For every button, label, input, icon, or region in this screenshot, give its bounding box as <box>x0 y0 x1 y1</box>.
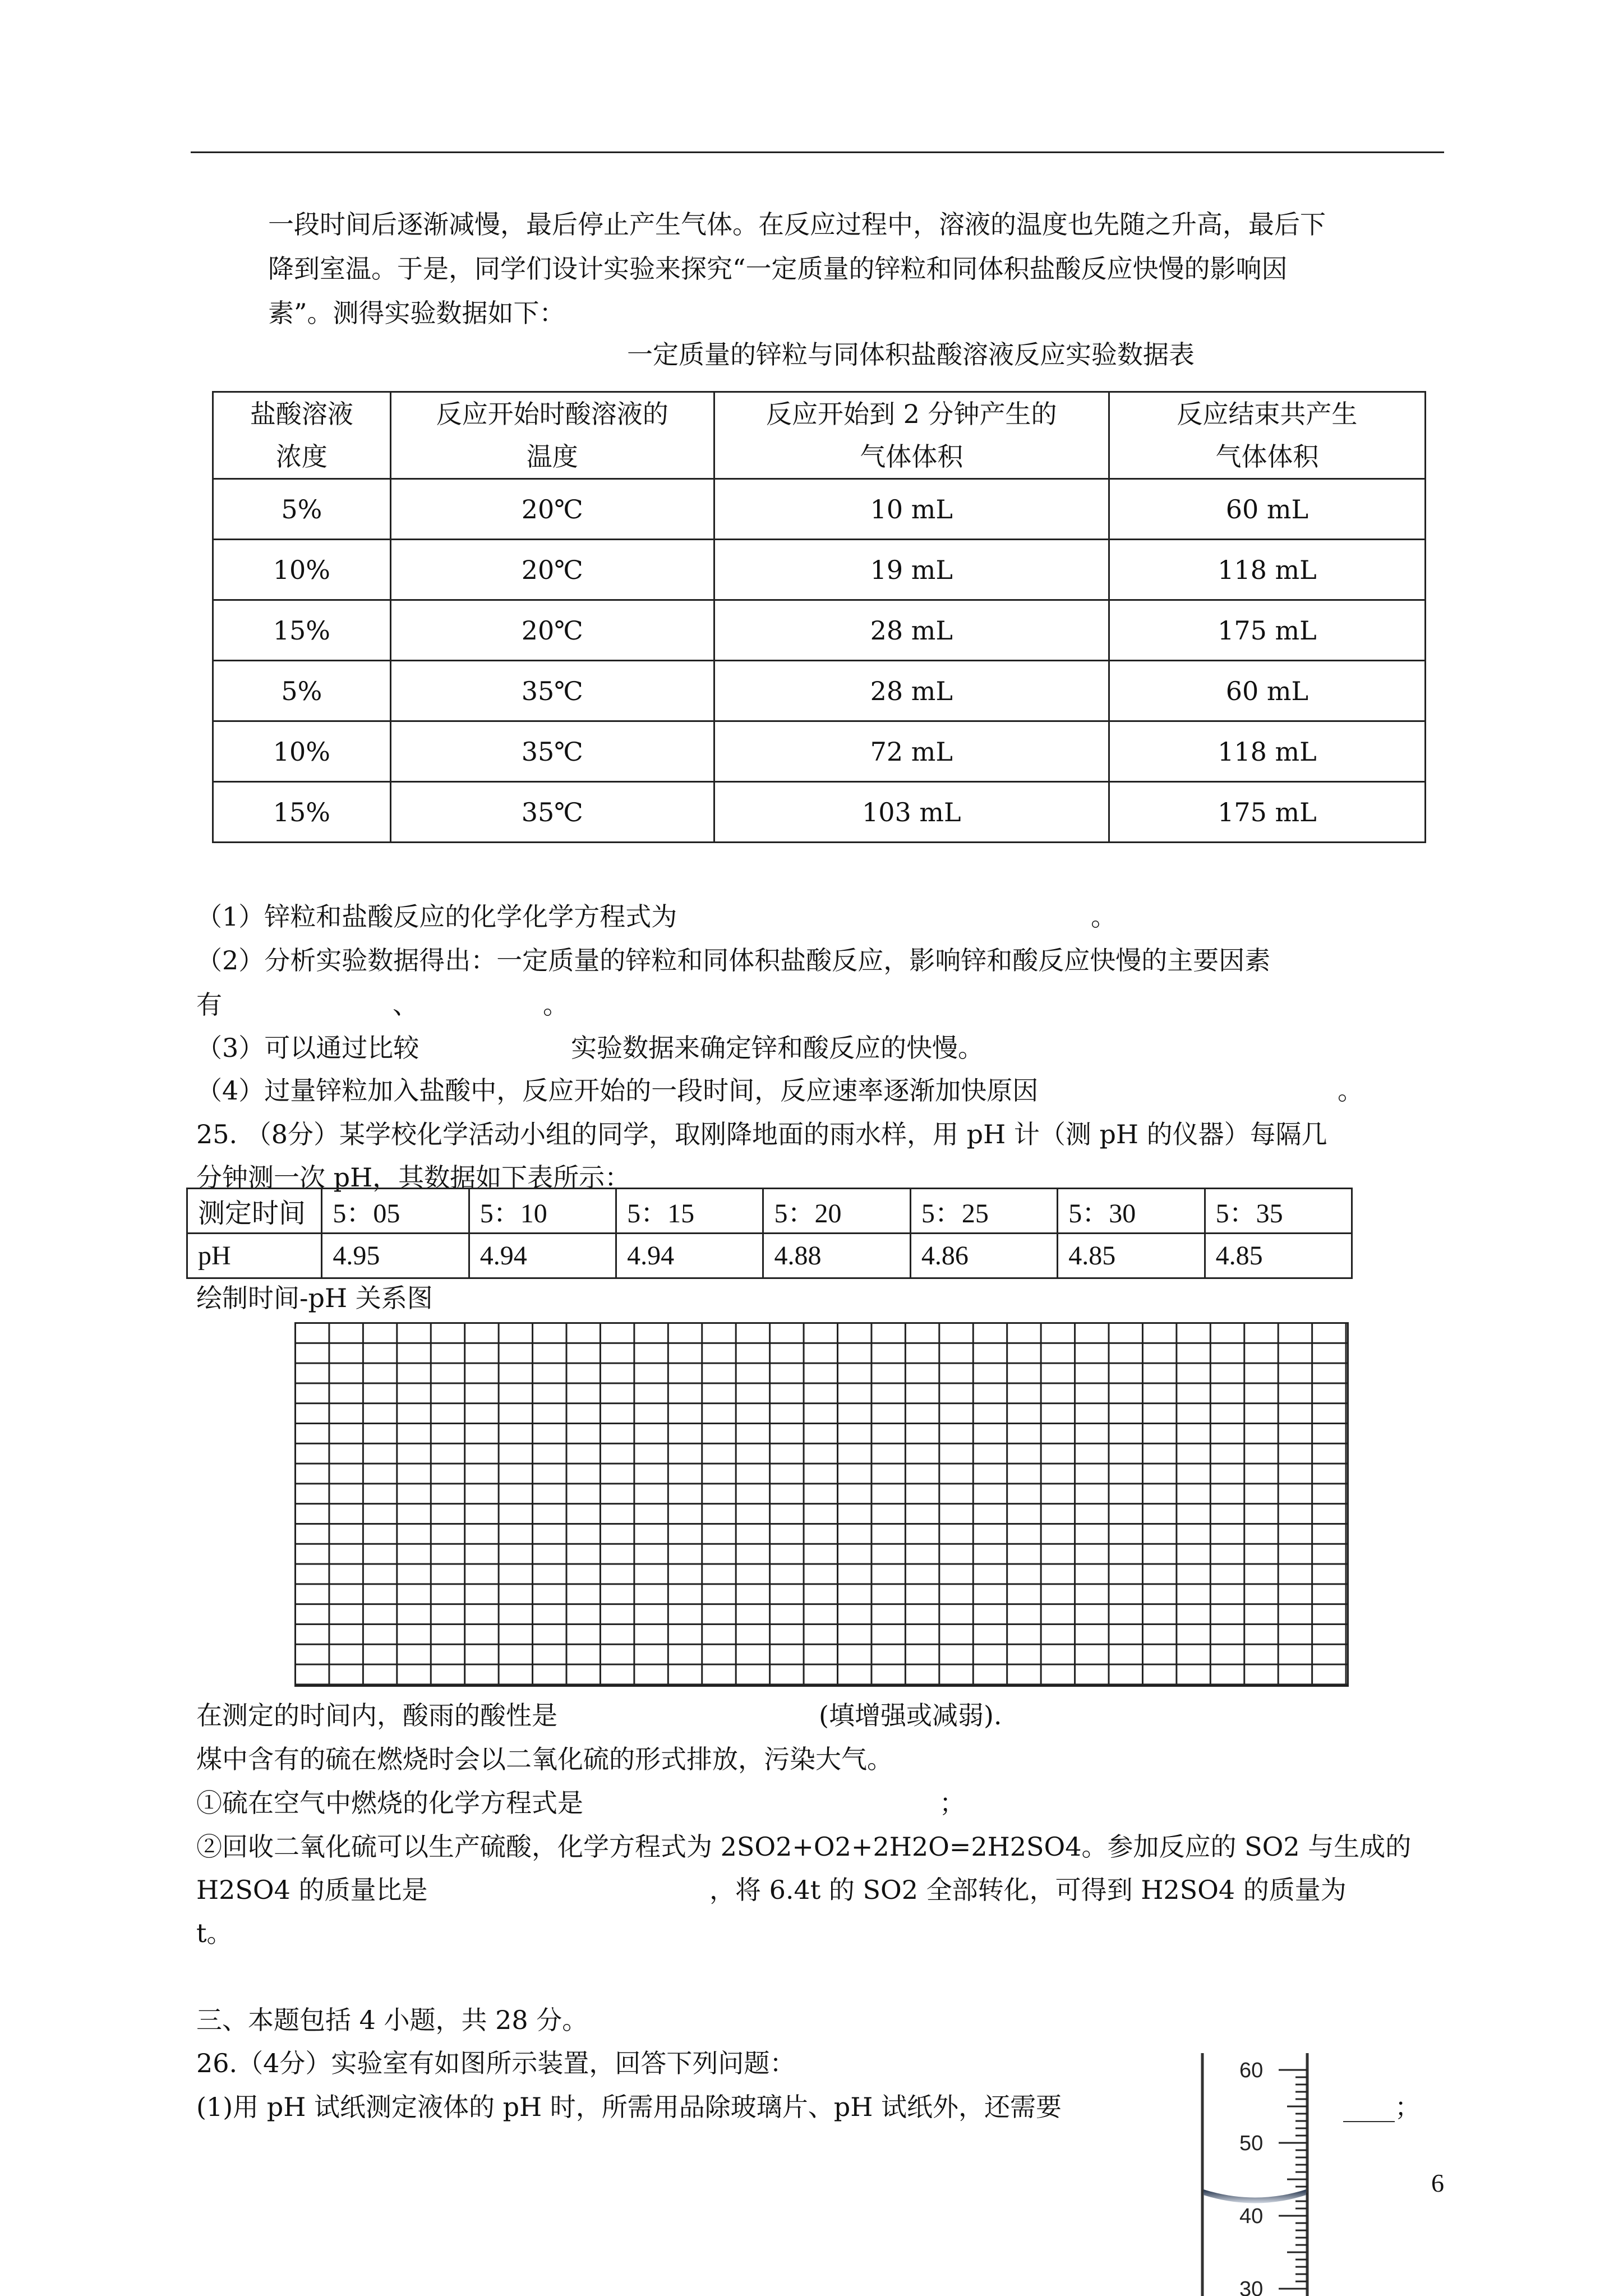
cell: 35℃ <box>390 661 714 721</box>
paragraph-line-1: 一段时间后逐渐减慢，最后停止产生气体。在反应过程中，溶液的温度也先随之升高，最后下 <box>268 209 1326 240</box>
section-3-heading: 三、本题包括 4 小题，共 28 分。 <box>196 2005 588 2035</box>
cell: 19 mL <box>714 540 1109 600</box>
liquid-meniscus <box>1204 2189 1306 2203</box>
question-25-line-1: 25. （8分）某学校化学活动小组的同学，取刚降地面的雨水样，用 pH 计（测 pH 的仪器）每隔几 <box>196 1119 1327 1149</box>
question-25-line-2: 分钟测一次 pH，其数据如下表所示： <box>196 1162 631 1193</box>
time-cell: 5：05 <box>322 1189 469 1234</box>
cylinder-label-30: 30 <box>1239 2277 1264 2296</box>
cell: 5% <box>213 479 391 540</box>
cylinder-label-60: 60 <box>1239 2059 1264 2082</box>
header-concentration: 盐酸溶液 浓度 <box>213 392 391 479</box>
cell: 60 mL <box>1109 661 1425 721</box>
header-temperature: 反应开始时酸溶液的 温度 <box>390 392 714 479</box>
sulfur-equation-question: ①硫在空气中燃烧的化学方程式是 ； <box>196 1788 965 1818</box>
table-row <box>213 540 1426 600</box>
cell: 175 mL <box>1109 782 1425 843</box>
cell: 28 mL <box>714 661 1109 721</box>
ph-row <box>187 1234 1352 1278</box>
tick-marks <box>1279 2070 1307 2289</box>
table-header-row <box>213 392 1426 479</box>
cylinder-label-40: 40 <box>1239 2205 1264 2228</box>
cylinder-label-50: 50 <box>1239 2132 1264 2155</box>
sulfuric-acid-text: ②回收二氧化硫可以生产硫酸，化学方程式为 2SO2+O2+2H2O=2H2SO4。参加反应的 SO2 与生成的 <box>196 1832 1412 1862</box>
cell: 15% <box>213 600 391 661</box>
time-row <box>187 1189 1352 1234</box>
header-volume-2min: 反应开始到 2 分钟产生的 气体体积 <box>714 392 1109 479</box>
question-26-part-1: (1)用 pH 试纸测定液体的 pH 时，所需用品除玻璃片、pH 试纸外，还需要 <box>196 2092 1062 2122</box>
table-row <box>213 782 1426 843</box>
table1-title: 一定质量的锌粒与同体积盐酸溶液反应实验数据表 <box>627 339 1195 370</box>
header-total-volume: 反应结束共产生 气体体积 <box>1109 392 1425 479</box>
time-cell: 5：25 <box>910 1189 1057 1234</box>
ph-label: pH <box>187 1234 322 1278</box>
question-1: （1）锌粒和盐酸反应的化学化学方程式为 。 <box>196 901 1117 932</box>
cell: 15% <box>213 782 391 843</box>
cell: 118 mL <box>1109 721 1425 782</box>
time-cell: 5：30 <box>1058 1189 1205 1234</box>
ph-cell: 4.86 <box>910 1234 1057 1278</box>
time-cell: 5：15 <box>616 1189 763 1234</box>
ph-cell: 4.94 <box>469 1234 616 1278</box>
paragraph-line-2: 降到室温。于是，同学们设计实验来探究“一定质量的锌粒和同体积盐酸反应快慢的影响因 <box>268 254 1288 284</box>
ph-cell: 4.85 <box>1205 1234 1352 1278</box>
coal-sulfur-text: 煤中含有的硫在燃烧时会以二氧化硫的形式排放，污染大气。 <box>196 1744 893 1774</box>
header-rule <box>191 151 1444 153</box>
cell: 35℃ <box>390 782 714 843</box>
table-row <box>213 661 1426 721</box>
question-26: 26.（4分）实验室有如图所示装置，回答下列问题： <box>196 2048 796 2078</box>
table-row <box>213 721 1426 782</box>
paragraph-line-3: 素”。测得实验数据如下： <box>268 298 565 328</box>
cell: 60 mL <box>1109 479 1425 540</box>
question-2-line-2: 有 、 。 <box>196 990 569 1020</box>
cell: 35℃ <box>390 721 714 782</box>
ph-cell: 4.94 <box>616 1234 763 1278</box>
ph-data-table <box>186 1188 1353 1279</box>
mass-answer-unit: t。 <box>196 1918 233 1948</box>
cell: 20℃ <box>390 479 714 540</box>
mass-ratio-question: H2SO4 的质量比是 ，将 6.4t 的 SO2 全部转化，可得到 H2SO4 的质量为 <box>196 1875 1347 1905</box>
time-label: 测定时间 <box>187 1189 322 1234</box>
question-26-blank: ____； <box>1343 2092 1421 2122</box>
ph-cell: 4.95 <box>322 1234 469 1278</box>
cell: 20℃ <box>390 540 714 600</box>
cell: 175 mL <box>1109 600 1425 661</box>
page-number: 6 <box>1431 2169 1444 2197</box>
ph-cell: 4.85 <box>1058 1234 1205 1278</box>
graduated-cylinder-image <box>1189 2053 1312 2296</box>
question-2-line-1: （2）分析实验数据得出：一定质量的锌粒和同体积盐酸反应，影响锌和酸反应快慢的主要因素 <box>196 945 1271 976</box>
time-cell: 5：35 <box>1205 1189 1352 1234</box>
reaction-data-table <box>212 391 1426 843</box>
cell: 118 mL <box>1109 540 1425 600</box>
time-cell: 5：10 <box>469 1189 616 1234</box>
acidity-question: 在测定的时间内，酸雨的酸性是 (填增强或减弱). <box>196 1700 1002 1731</box>
cell: 5% <box>213 661 391 721</box>
blank-graph-grid <box>294 1322 1349 1687</box>
table-row <box>213 479 1426 540</box>
table-row <box>213 600 1426 661</box>
question-4: （4）过量锌粒加入盐酸中，反应开始的一段时间，反应速率逐渐加快原因 。 <box>196 1075 1363 1106</box>
cell: 10% <box>213 721 391 782</box>
cell: 10% <box>213 540 391 600</box>
question-3: （3）可以通过比较 实验数据来确定锌和酸反应的快慢。 <box>196 1033 984 1063</box>
time-cell: 5：20 <box>763 1189 910 1234</box>
cell: 103 mL <box>714 782 1109 843</box>
grid-caption: 绘制时间-pH 关系图 <box>196 1283 433 1313</box>
cell: 10 mL <box>714 479 1109 540</box>
cell: 72 mL <box>714 721 1109 782</box>
cell: 28 mL <box>714 600 1109 661</box>
cell: 20℃ <box>390 600 714 661</box>
ph-cell: 4.88 <box>763 1234 910 1278</box>
